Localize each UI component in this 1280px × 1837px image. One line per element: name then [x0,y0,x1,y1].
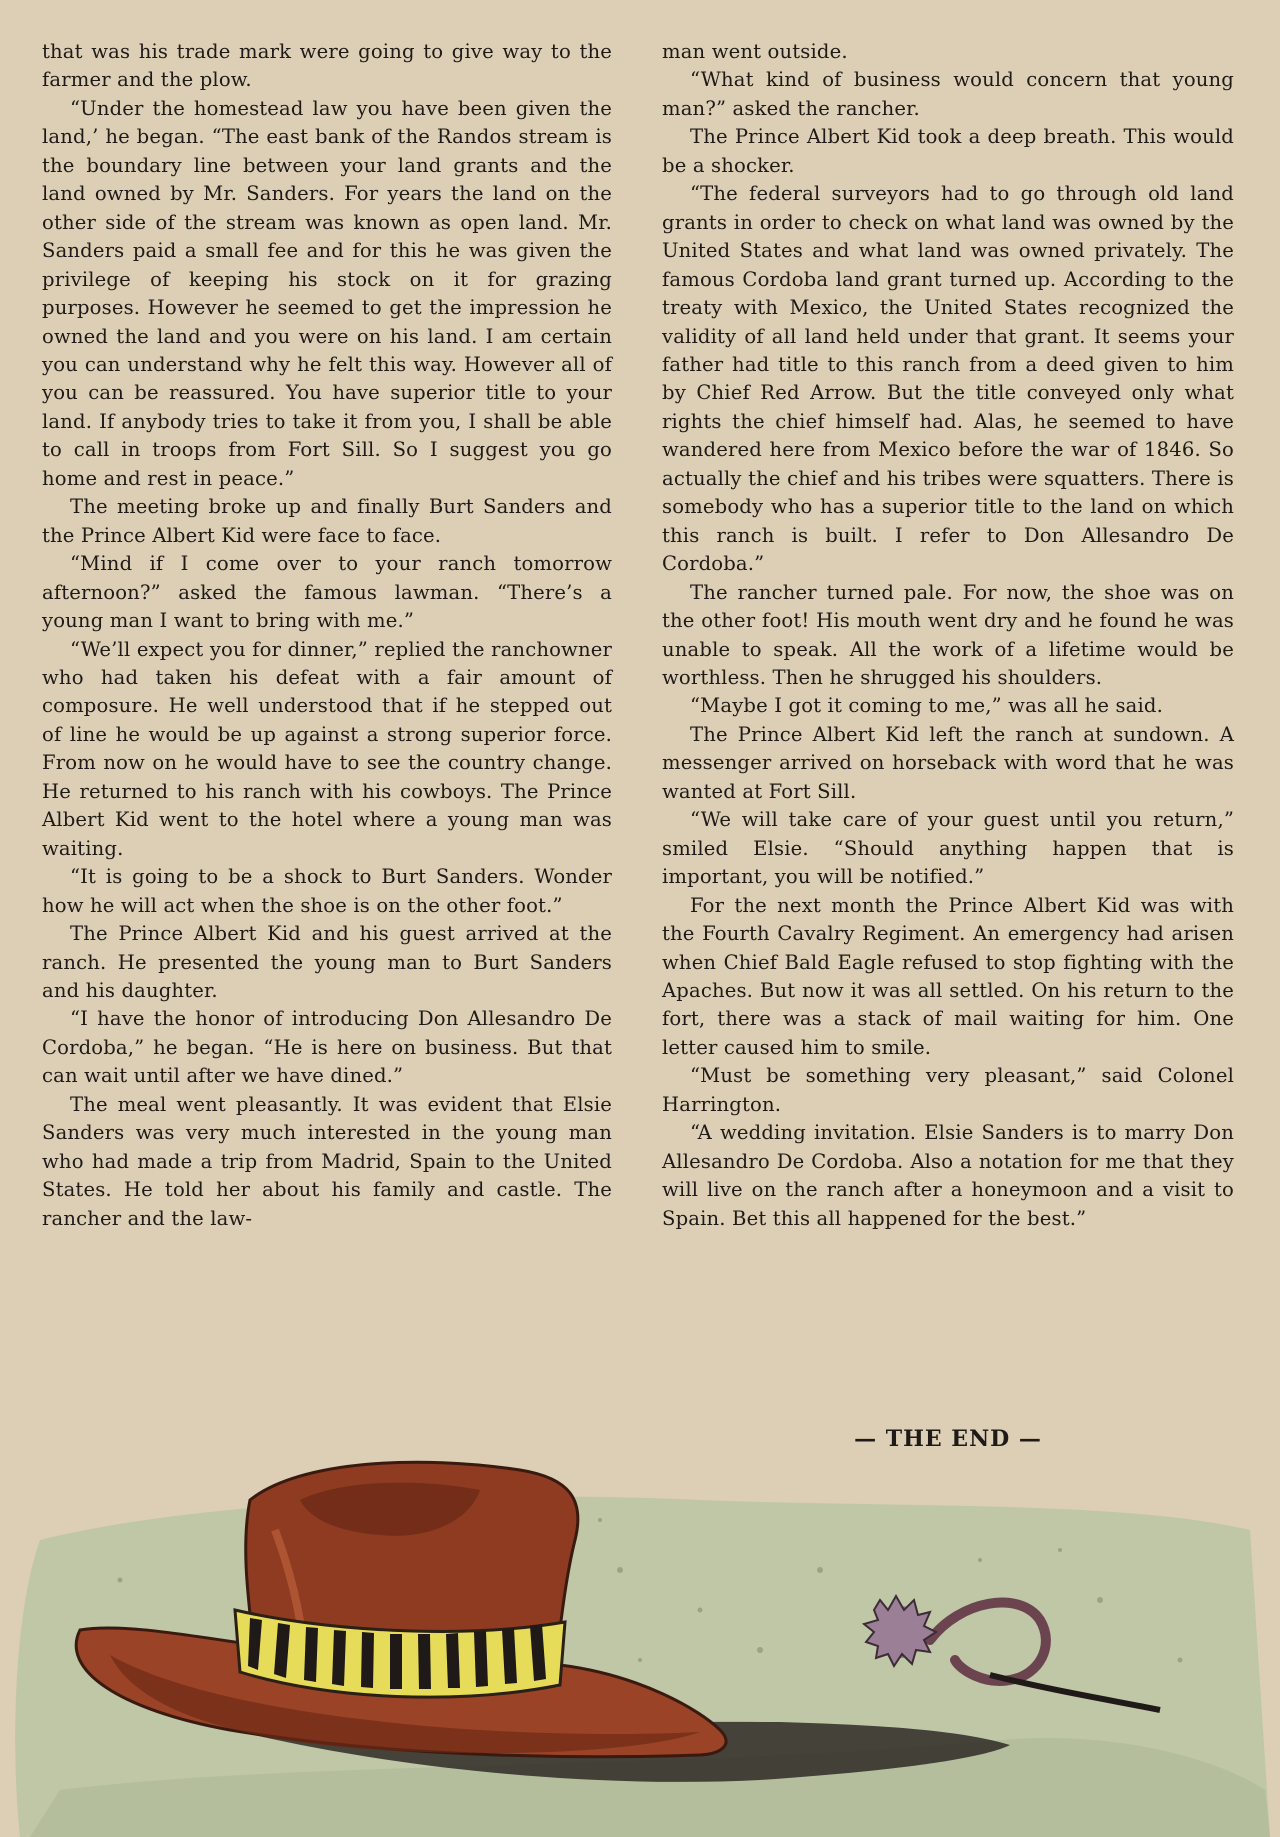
paragraph: man went outside. [662,40,848,63]
paragraph: “We’ll expect you for dinner,” replied the ranchowner who had taken his defeat with a fair amount of composure. He well understood that if he stepped out of line he would be up against a strong superior force. From now on he would have to see the country change. He returned to his ranch with his cowboys. The Prince Albert Kid went to the hotel where a young man was waiting. [42,637,612,860]
paragraph: “We will take care of your guest until you return,” smiled Elsie. “Should anything happen that is important, you will be notified.” [662,808,1234,889]
hat-and-spur-illustration [0,1460,1280,1837]
paragraph: The meeting broke up and finally Burt Sanders and the Prince Albert Kid were face to face. [42,495,612,547]
paragraph: “A wedding invitation. Elsie Sanders is to marry Don Allesandro De Cordoba. Also a notation for me that they will live on the ranch after a honeymoon and a visit to Spain. Bet this all happened for the best.” [662,1121,1234,1230]
paragraph: that was his trade mark were going to give way to the farmer and the plow. [42,40,612,92]
paragraph: “Maybe I got it coming to me,” was all he said. [690,694,1163,718]
paragraph: “What kind of business would concern that young man?” asked the rancher. [662,68,1234,120]
paragraph: “The federal surveyors had to go through old land grants in order to check on what land was owned by the United States and what land was owned privately. The famous Cordoba land grant turned up. According to the treaty with Mexico, the United States recognized the validity of all land held under that grant. It seems your father had title to this ranch from a deed given to him by Chief Red Arrow. But the title conveyed only what rights the chief himself had. Alas, he seemed to have wandered here from Mexico before the war of 1846. So actually the chief and his tribes were squatters. There is somebody who has a superior title to the land on which this ranch is built. I refer to Don Allesandro De Cordoba.” [662,182,1234,576]
paragraph: “Mind if I come over to your ranch tomorrow afternoon?” asked the famous lawman. “There’s a young man I want to bring with me.” [42,552,612,633]
paragraph: “Under the homestead law you have been given the land,’ he began. “The east bank of the Randos stream is the boundary line between your land grants and the land owned by Mr. Sanders. For years the land on the other side of the stream was known as open land. Mr. Sanders paid a small fee and for this he was given the privilege of keeping his stock on it for grazing purposes. However he seemed to get the impression he owned the land and you were on his land. I am certain you can understand why he felt this way. However all of you can be reassured. You have superior title to your land. If anybody tries to take it from you, I shall be able to call in troops from Fort Sill. So I suggest you go home and rest in peace.” [42,96,612,490]
right-text-column [662,38,1234,1233]
paragraph: The rancher turned pale. For now, the shoe was on the other foot! His mouth went dry and he found he was unable to speak. All the work of a lifetime would be worthless. Then he shrugged his shoulders. [662,580,1234,689]
paragraph: “Must be something very pleasant,” said Colonel Harrington. [662,1064,1234,1116]
paragraph: “I have the honor of introducing Don Allesandro De Cordoba,” he began. “He is here on business. But that can wait until after we have dined.” [42,1007,612,1088]
left-text-column [42,38,612,1233]
paragraph: For the next month the Prince Albert Kid was with the Fourth Cavalry Regiment. An emergency had arisen when Chief Bald Eagle refused to stop fighting with the Apaches. But now it was all settled. On his return to the fort, there was a stack of mail waiting for him. One letter caused him to smile. [662,893,1234,1059]
the-end-label: — THE END — [854,1426,1042,1452]
paragraph: The meal went pleasantly. It was evident that Elsie Sanders was very much interested in the young man who had made a trip from Madrid, Spain to the United States. He told her about his family and castle. The rancher and the law- [42,1092,612,1230]
paragraph: The Prince Albert Kid took a deep breath. This would be a shocker. [662,125,1234,177]
paragraph: The Prince Albert Kid left the ranch at sundown. A messenger arrived on horseback with word that he was wanted at Fort Sill. [662,722,1234,803]
paragraph: The Prince Albert Kid and his guest arrived at the ranch. He presented the young man to Burt Sanders and his daughter. [42,922,612,1002]
paragraph: “It is going to be a shock to Burt Sanders. Wonder how he will act when the shoe is on the other foot.” [42,865,612,917]
